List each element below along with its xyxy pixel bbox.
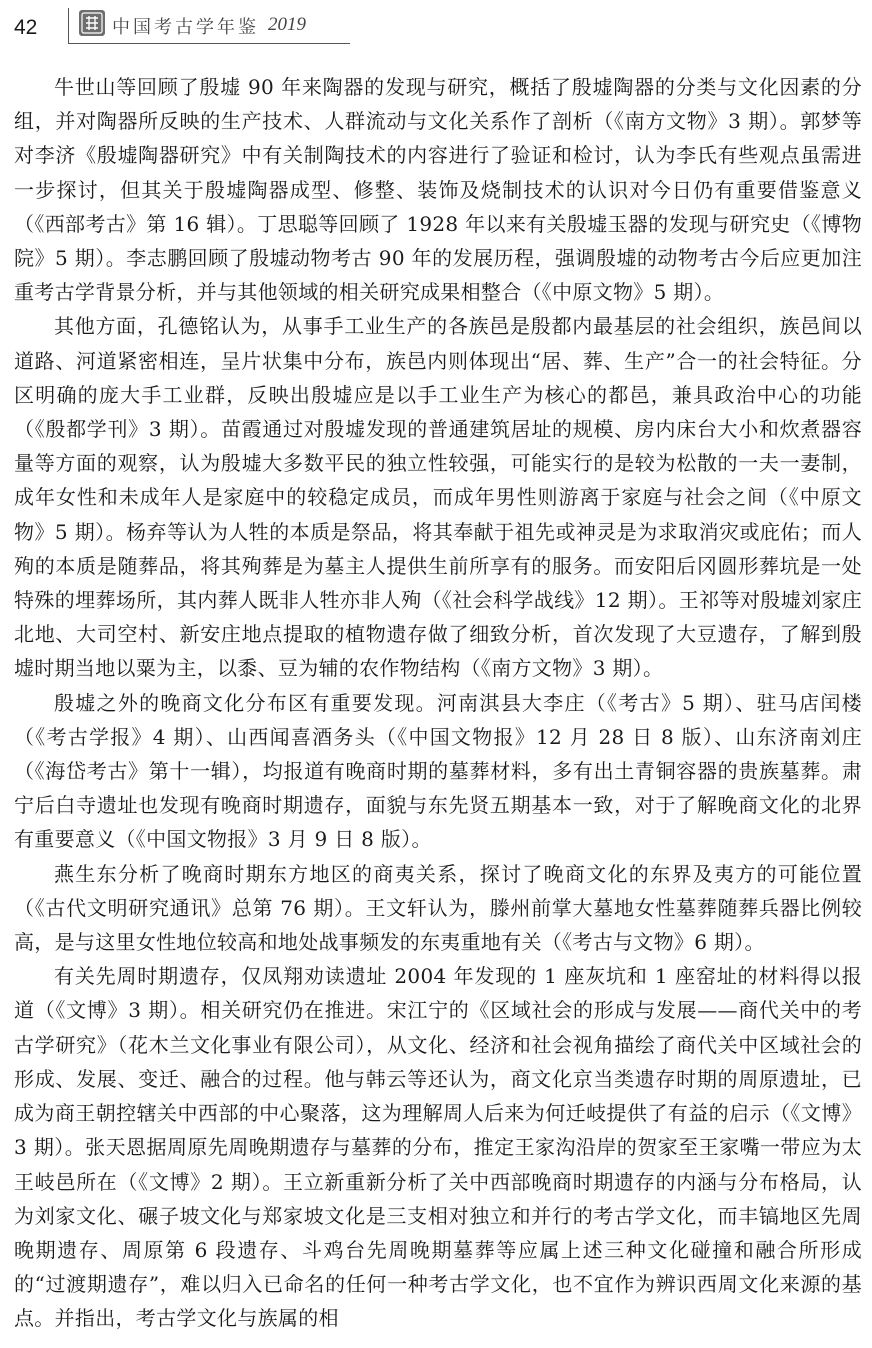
yearbook-title: 中国考古学年鉴 [112,17,259,38]
running-header [0,0,872,44]
yearbook-seal-icon [78,9,106,37]
header-divider [68,8,69,44]
article-body [14,70,862,1336]
yearbook-year: 2019 [268,14,306,35]
paragraph: 其他方面，孔德铭认为，从事手工业生产的各族邑是殷都内最基层的社会组织，族邑间以道路、河道紧密相连，呈片状集中分布，族邑内则体现出“居、葬、生产”合一的社会特征。分区明确的庞大手工业群，反映出殷墟应是以手工业生产为核心的都邑，兼具政治中心的功能（《殷都学刊》3 期）。苗霞通过对殷墟发现的普通建筑居址的规模、房内床台大小和炊煮器容量等方面的观察，认为殷墟大多数平民的独立性较强，可能实行的是较为松散的一夫一妻制，成年女性和未成年人是家庭中的较稳定成员，而成年男性则游离于家庭与社会之间（《中原文物》5 期）。杨弃等认为人牲的本质是祭品，将其奉献于祖先或神灵是为求取消灾或庇佑；而人殉的本质是随葬品，将其殉葬是为墓主人提供生前所享有的服务。而安阳后冈圆形葬坑是一处特殊的埋葬场所，其内葬人既非人牲亦非人殉（《社会科学战线》12 期）。王祁等对殷墟刘家庄北地、大司空村、新安庄地点提取的植物遗存做了细致分析，首次发现了大豆遗存，了解到殷墟时期当地以粟为主，以黍、豆为辅的农作物结构（《南方文物》3 期）。 [14,314,862,681]
paragraph: 燕生东分析了晚商时期东方地区的商夷关系，探讨了晚商文化的东界及夷方的可能位置（《古代文明研究通讯》总第 76 期）。王文轩认为，滕州前掌大墓地女性墓葬随葬兵器比例较高，是与这里女性地位较高和地处战事频发的东夷重地有关（《考古与文物》6 期）。 [14,861,862,955]
paragraph: 有关先周时期遗存，仅凤翔劝读遗址 2004 年发现的 1 座灰坑和 1 座窑址的材料得以报道（《文博》3 期）。相关研究仍在推进。宋江宁的《区域社会的形成与发展——商代关中的考古学研究》（花木兰文化事业有限公司），从文化、经济和社会视角描绘了商代关中区域社会的形成、发展、变迁、融合的过程。他与韩云等还认为，商文化京当类遗存时期的周原遗址，已成为商王朝控辖关中西部的中心聚落，这为理解周人后来为何迁岐提供了有益的启示（《文博》3 期）。张天恩据周原先周晚期遗存与墓葬的分布，推定王家沟沿岸的贺家至王家嘴一带应为太王岐邑所在（《文博》2 期）。王立新重新分析了关中西部晚商时期遗存的内涵与分布格局，认为刘家文化、碾子坡文化与郑家坡文化是三支相对独立和并行的考古学文化，而丰镐地区先周晚期遗存、周原第 6 段遗存、斗鸡台先周晚期墓葬等应属上述三种文化碰撞和融合所形成的“过渡期遗存”，难以归入已命名的任何一种考古学文化，也不宜作为辨识西周文化来源的基点。并指出，考古学文化与族属的相 [14,964,862,1331]
paragraph: 牛世山等回顾了殷墟 90 年来陶器的发现与研究，概括了殷墟陶器的分类与文化因素的分组，并对陶器所反映的生产技术、人群流动与文化关系作了剖析（《南方文物》3 期）。郭梦等对李济《殷墟陶器研究》中有关制陶技术的内容进行了验证和检讨，认为李氏有些观点虽需进一步探讨，但其关于殷墟陶器成型、修整、装饰及烧制技术的认识对今日仍有重要借鉴意义（《西部考古》第 16 辑）。丁思聪等回顾了 1928 年以来有关殷墟玉器的发现与研究史（《博物院》5 期）。李志鹏回顾了殷墟动物考古 90 年的发展历程，强调殷墟的动物考古今后应更加注重考古学背景分析，并与其他领域的相关研究成果相整合（《中原文物》5 期）。 [14,75,862,305]
paragraph: 殷墟之外的晚商文化分布区有重要发现。河南淇县大李庄（《考古》5 期）、驻马店闰楼（《考古学报》4 期）、山西闻喜酒务头（《中国文物报》12 月 28 日 8 版）、山东济南刘庄（《海岱考古》第十一辑），均报道有晚商时期的墓葬材料，多有出土青铜容器的贵族墓葬。肃宁后白寺遗址也发现有晚商时期遗存，面貌与东先贤五期基本一致，对于了解晚商文化的北界有重要意义（《中国文物报》3 月 9 日 8 版）。 [14,690,862,852]
header-underline [68,43,350,44]
page-number: 42 [14,16,38,39]
